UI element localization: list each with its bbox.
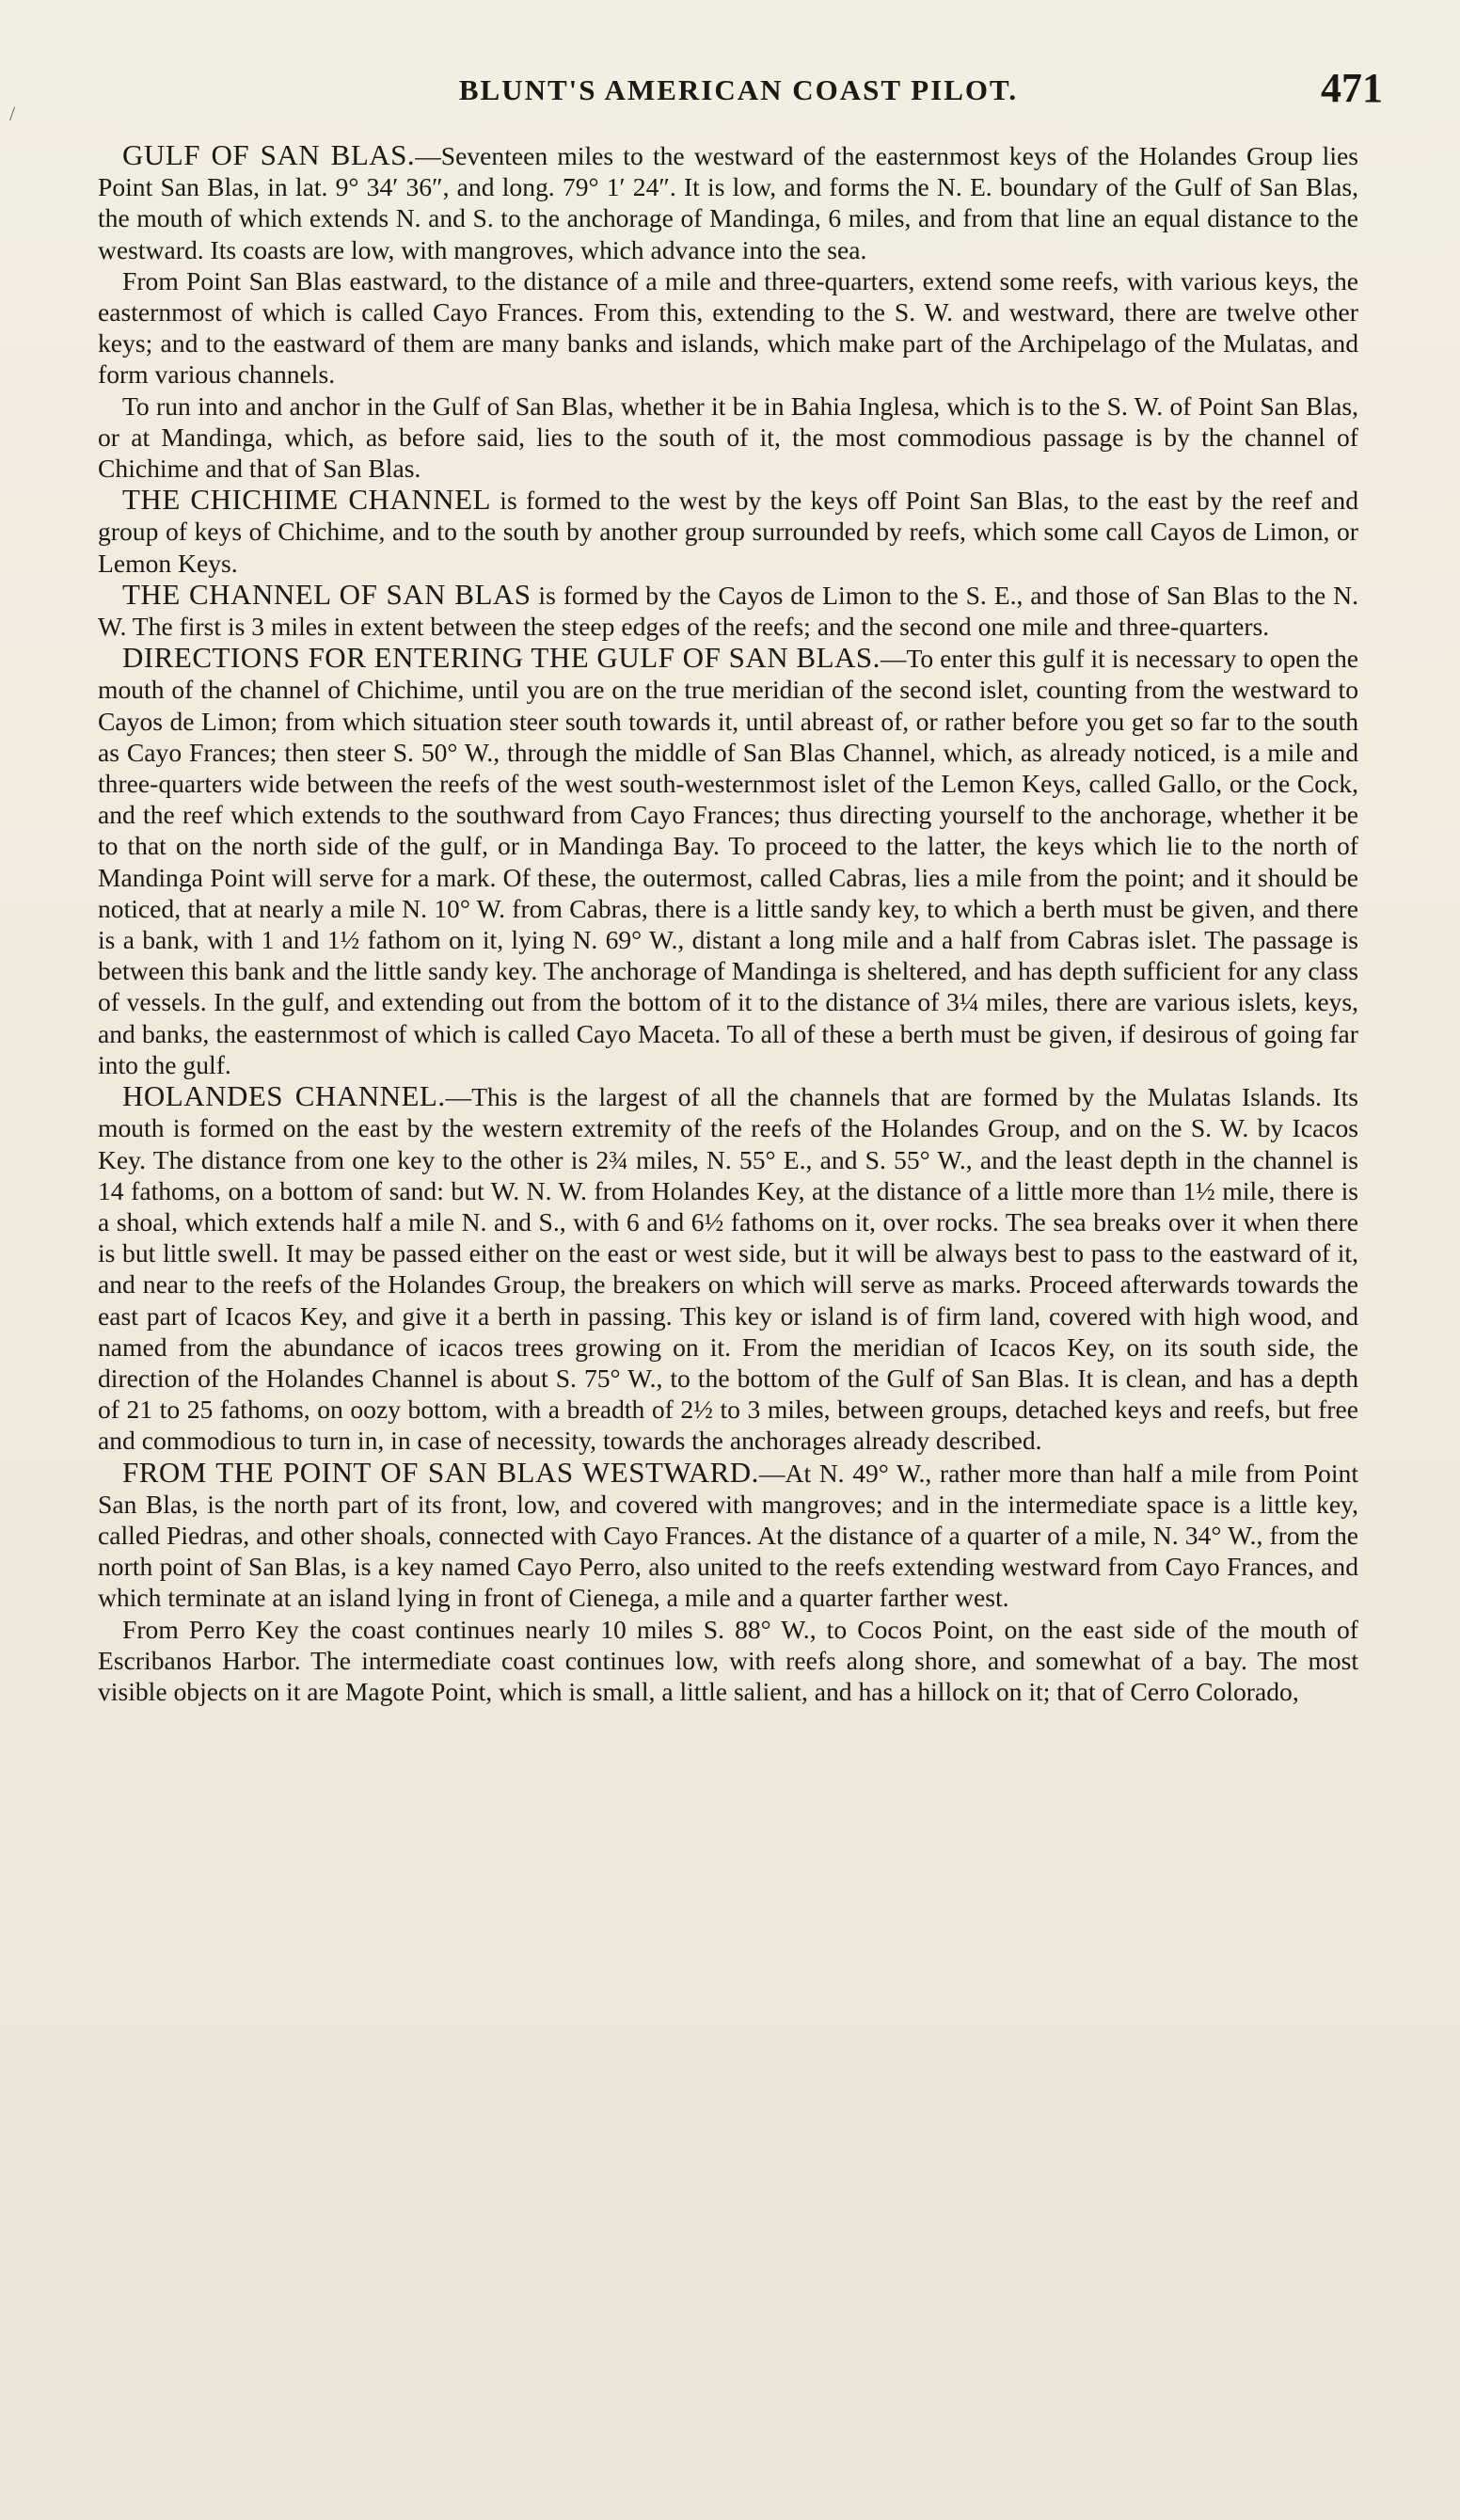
page-header [94, 65, 1383, 117]
paragraph-heading: FROM THE POINT OF SAN BLAS WESTWARD. [122, 1455, 759, 1489]
margin-mark: / [9, 102, 16, 125]
paragraph-heading: HOLANDES CHANNEL. [122, 1079, 446, 1113]
paragraph-text: From Point San Blas eastward, to the distance of a mile and three-quarters, extend some reefs, with various keys, the easternmost of which is called Cayo Frances. From this, extending to the S. W. and westward, there are twelve other keys; and to the eastward of them are many banks and islands, which make part of the Archipelago of the Mulatas, and form various channels. [98, 265, 1358, 390]
body-text [98, 139, 1358, 1707]
paragraph-text: To run into and anchor in the Gulf of San Blas, whether it be in Bahia Inglesa, which is to the S. W. of Point San Blas, or at Mandinga, which, as before said, lies to the south of it, the most commodious passage is by the channel of Chichime and that of San Blas. [98, 391, 1358, 484]
paragraph-perro-key [98, 1614, 1358, 1708]
paragraph-heading: GULF OF SAN BLAS. [122, 138, 416, 171]
paragraph-heading: DIRECTIONS FOR ENTERING THE GULF OF SAN BLAS. [122, 641, 881, 675]
page-number: 471 [1321, 65, 1383, 111]
paragraph-text: is formed to the west by the keys off Point San Blas, to the east by the reef and group of keys of Chichime, and to the south by another group surrounded by reefs, which some call Cayos de Limon, or Lemon Keys. [98, 486, 1358, 578]
paragraph-gulf-of-san-blas [98, 139, 1358, 265]
paragraph-reefs-east [98, 265, 1358, 391]
paragraph-directions [98, 642, 1358, 1080]
paragraph-chichime-channel [98, 484, 1358, 579]
running-title: BLUNT'S AMERICAN COAST PILOT. [458, 73, 1019, 106]
paragraph-heading: THE CHANNEL OF SAN BLAS [122, 577, 532, 611]
paragraph-text: From Perro Key the coast continues nearly 10 miles S. 88° W., to Cocos Point, on the east side of the mouth of Escribanos Harbor. The intermediate coast continues low, with reefs along shore, and somewhat of a bay. The most visible objects on it are Magote Point, which is small, a little salient, and has a hillock on it; that of Cerro Colorado, [98, 1614, 1358, 1706]
paragraph-text: —To enter this gulf it is necessary to open the mouth of the channel of Chichime, until you are on the true meridian of the second islet, counting from the westward to Cayos de Limon; from which situation steer south towards it, until abreast of, or rather before you get so far to the south as Cayo Frances; then steer S. 50° W., through the middle of San Blas Channel, which, as already noticed, is a mile and three-quarters wide between the reefs of the west south-westernmost islet of the Lemon Keys, called Gallo, or the Cock, and the reef which extends to the southward from Cayo Frances; thus directing yourself to the anchorage, whether it be to that on the north side of the gulf, or in Mandinga Bay. To proceed to the latter, the keys which lie to the north of Mandinga Point will serve for a mark. Of these, the outermost, called Cabras, lies a mile from the point; and it should be noticed, that at nearly a mile N. 10° W. from Cabras, there is a little sandy key, to which a berth must be given, and there is a bank, with 1 and 1½ fathom on it, lying N. 69° W., distant a long mile and a half from Cabras islet. The passage is between this bank and the little sandy key. The anchorage of Mandinga is sheltered, and has depth sufficient for any class of vessels. In the gulf, and extending out from the bottom of it to the distance of 3¼ miles, there are various islets, keys, and banks, the easternmost of which is called Cayo Maceta. To all of these a berth must be given, if desirous of going far into the gulf. [98, 644, 1358, 1079]
paragraph-point-san-blas-westward [98, 1457, 1358, 1614]
paragraph-anchor-instructions [98, 391, 1358, 485]
paragraph-channel-of-san-blas [98, 579, 1358, 642]
paragraph-text: —This is the largest of all the channels that are formed by the Mulatas Islands. Its mouth is formed on the east by the western extremity of the reefs of the Holandes Group, and on the S. W. by Icacos Key. The distance from one key to the other is 2¾ miles, N. 55° E., and S. 55° W., and the least depth in the channel is 14 fathoms, on a bottom of sand: but W. N. W. from Holandes Key, at the distance of a little more than 1½ mile, there is a shoal, which extends half a mile N. and S., with 6 and 6½ fathoms on it, over rocks. The sea breaks over it when there is but little swell. It may be passed either on the east or west side, but it will be always best to pass to the eastward of it, and near to the reefs of the Holandes Group, the breakers on which will serve as marks. Proceed afterwards towards the east part of Icacos Key, and give it a berth in passing. This key or island is of firm land, covered with high wood, and named from the abundance of icacos trees growing on it. From the meridian of Icacos Key, on its south side, the direction of the Holandes Channel is about S. 75° W., to the bottom of the Gulf of San Blas. It is clean, and has a depth of 21 to 25 fathoms, on oozy bottom, with a breadth of 2½ to 3 miles, between groups, detached keys and reefs, but free and commodious to turn in, in case of necessity, towards the anchorages already described. [98, 1082, 1358, 1456]
paragraph-heading: THE CHICHIME CHANNEL [122, 483, 491, 517]
paragraph-text: is formed by the Cayos de Limon to the S. E., and those of San Blas to the N. W. The first is 3 miles in extent between the steep edges of the reefs; and the second one mile and three-quarters. [98, 580, 1358, 642]
paragraph-holandes-channel [98, 1080, 1358, 1456]
paragraph-text: —Seventeen miles to the westward of the easternmost keys of the Holandes Group lies Point San Blas, in lat. 9° 34′ 36″, and long. 79° 1′ 24″. It is low, and forms the N. E. boundary of the Gulf of San Blas, the mouth of which extends N. and S. to the anchorage of Mandinga, 6 miles, and from that line an equal distance to the westward. Its coasts are low, with mangroves, which advance into the sea. [98, 141, 1358, 264]
paragraph-text: —At N. 49° W., rather more than half a mile from Point San Blas, is the north part of its front, low, and covered with mangroves; and in the intermediate space is a little key, called Piedras, and other shoals, connected with Cayo Frances. At the distance of a quarter of a mile, N. 34° W., from the north point of San Blas, is a key named Cayo Perro, also united to the reefs extending westward from Cayo Frances, and which terminate at an island lying in front of Cienega, a mile and a quarter farther west. [98, 1458, 1358, 1613]
